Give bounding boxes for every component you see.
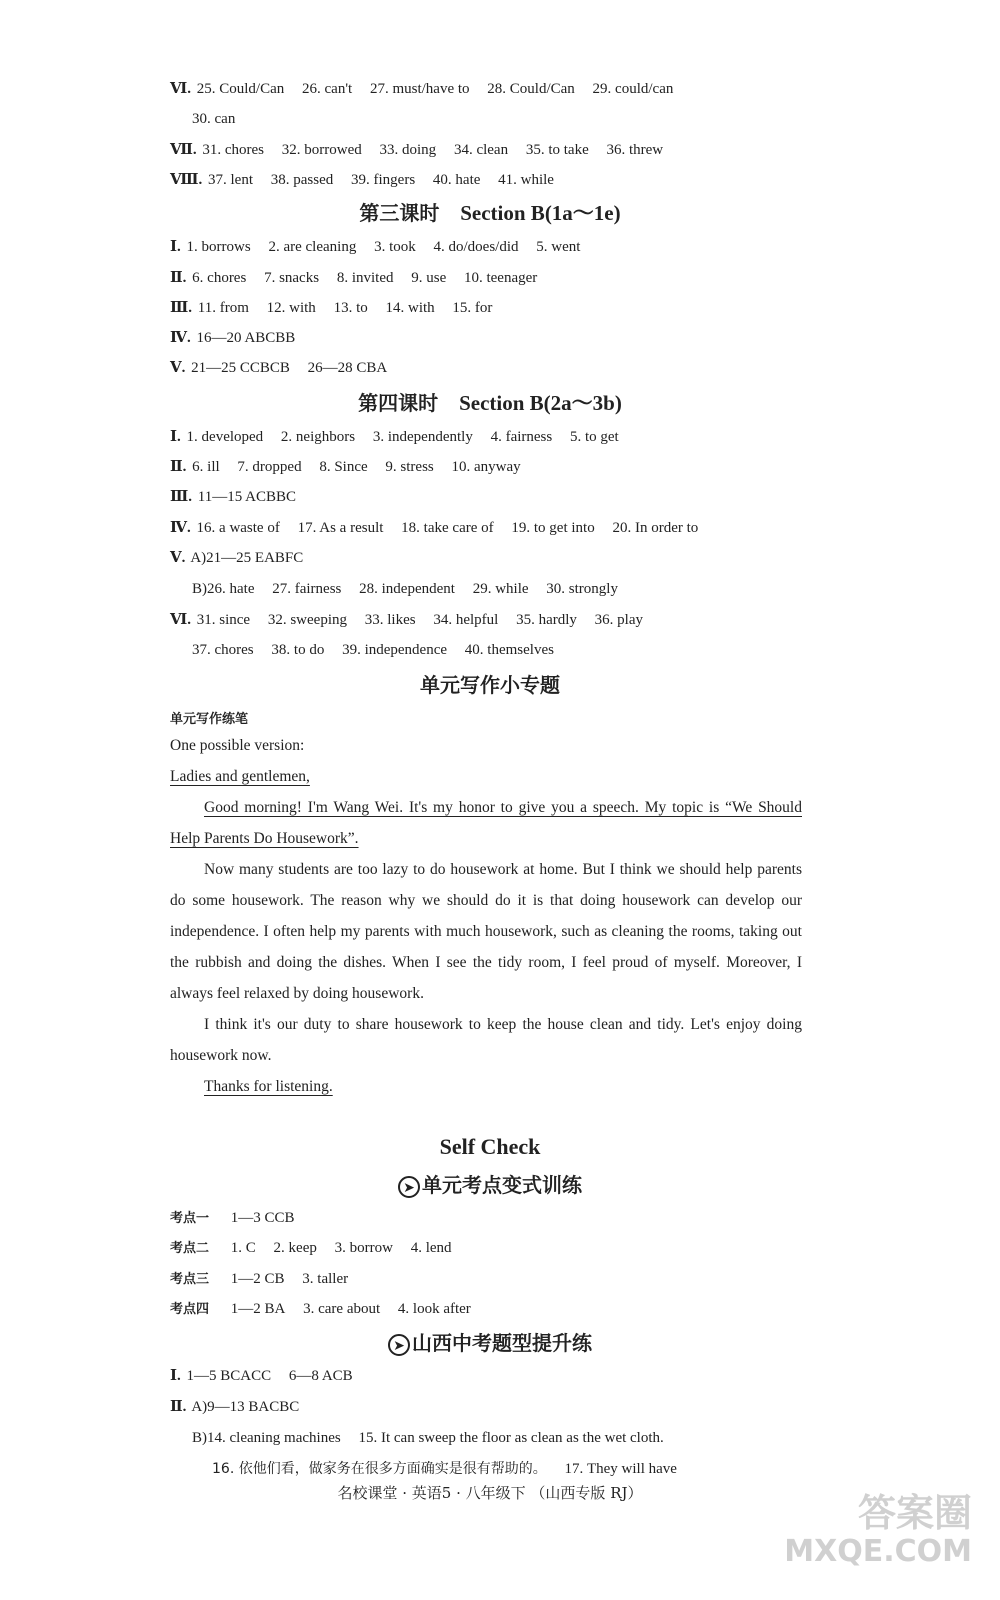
answer-row: Ⅴ. A)21—25 EABFC bbox=[170, 550, 304, 566]
answer-row: B)14. cleaning machines 15. It can sweep the floor as clean as the wet cloth. bbox=[192, 1430, 664, 1446]
essay-paragraph: I think it's our duty to share housework to keep the house clean and tidy. Let's enjoy doing housework now. bbox=[170, 1016, 802, 1064]
essay-closing: Thanks for listening. bbox=[204, 1078, 333, 1095]
answer-row: B)26. hate 27. fairness 28. independent 29. while 30. strongly bbox=[192, 581, 618, 597]
kaodian-row: 考点二 1. C 2. keep 3. borrow 4. lend bbox=[170, 1240, 452, 1256]
answer-row: Ⅳ. 16—20 ABCBB bbox=[170, 330, 296, 346]
selfcheck-subheading: ➤ 山西中考题型提升练 bbox=[0, 1330, 980, 1356]
section-heading: 第四课时 Section B(2a～3b) bbox=[358, 391, 622, 415]
kaodian-row: 考点三 1—2 CB 3. taller bbox=[170, 1271, 349, 1287]
essay-paragraph: Good morning! I'm Wang Wei. It's my honor to give you a speech. My topic is “We Should Help Parents Do Housework”. bbox=[170, 799, 802, 847]
answer-row: Ⅶ. 31. chores 32. borrowed 33. doing 34. clean 35. to take 36. threw bbox=[170, 142, 664, 158]
answer-row: Ⅰ. 1—5 BCACC 6—8 ACB bbox=[170, 1368, 353, 1384]
answer-row: 16. 依他们看，做家务在很多方面确实是很有帮助的。 17. They will have bbox=[212, 1461, 677, 1477]
answer-row: Ⅵ. 25. Could/Can 26. can't 27. must/have to 28. Could/Can 29. could/can bbox=[170, 81, 674, 97]
watermark-logo: 答案圈 bbox=[857, 1491, 972, 1535]
section-heading: 第三课时 Section B(1a～1e) bbox=[359, 201, 621, 225]
answer-row: Ⅱ. A)9—13 BACBC bbox=[170, 1399, 300, 1415]
answer-row: Ⅲ. 11—15 ACBBC bbox=[170, 489, 296, 505]
answer-row: Ⅰ. 1. developed 2. neighbors 3. independently 4. fairness 5. to get bbox=[170, 429, 619, 445]
answer-row: Ⅴ. 21—25 CCBCB 26—28 CBA bbox=[170, 360, 388, 376]
answer-row: Ⅰ. 1. borrows 2. are cleaning 3. took 4. do/does/did 5. went bbox=[170, 239, 581, 255]
essay-intro: One possible version: bbox=[170, 737, 305, 754]
answer-row: Ⅳ. 16. a waste of 17. As a result 18. take care of 19. to get into 20. In order to bbox=[170, 520, 699, 536]
answer-row: Ⅱ. 6. chores 7. snacks 8. invited 9. use 10. teenager bbox=[170, 270, 538, 286]
kaodian-row: 考点一 1—3 CCB bbox=[170, 1210, 295, 1226]
answer-row: Ⅲ. 11. from 12. with 13. to 14. with 15. for bbox=[170, 300, 493, 316]
essay-salutation: Ladies and gentlemen, bbox=[170, 768, 310, 785]
selfcheck-heading: Self Check bbox=[439, 1134, 541, 1159]
answer-row: 30. can bbox=[192, 111, 236, 127]
writing-subtitle: 单元写作练笔 bbox=[170, 712, 249, 727]
watermark-url: MXQE.COM bbox=[784, 1534, 972, 1569]
arrow-circle-icon: ➤ bbox=[388, 1334, 410, 1356]
selfcheck-subheading: ➤ 单元考点变式训练 bbox=[0, 1172, 980, 1198]
answer-row: Ⅷ. 37. lent 38. passed 39. fingers 40. hate 41. while bbox=[170, 172, 554, 188]
answer-row: 37. chores 38. to do 39. independence 40. themselves bbox=[192, 642, 554, 658]
kaodian-row: 考点四 1—2 BA 3. care about 4. look after bbox=[170, 1301, 471, 1317]
essay-paragraph: Now many students are too lazy to do housework at home. But I think we should help parents do some housework. The reason why we should do it is that doing housework can develop our independence. I often help my parents with much housework, such as cleaning the rooms, taking out the rubbish and doing the dishes. When I see the tidy room, I feel proud of myself. Moreover, I always feel relaxed by doing housework. bbox=[170, 861, 802, 1002]
answer-row: Ⅱ. 6. ill 7. dropped 8. Since 9. stress 10. anyway bbox=[170, 459, 521, 475]
arrow-circle-icon: ➤ bbox=[398, 1176, 420, 1198]
writing-heading: 单元写作小专题 bbox=[420, 673, 560, 697]
essay bbox=[170, 730, 802, 1102]
answer-row: Ⅵ. 31. since 32. sweeping 33. likes 34. helpful 35. hardly 36. play bbox=[170, 612, 643, 628]
page-footer: 名校课堂 · 英语5 · 八年级下 （山西专版 RJ） bbox=[337, 1484, 643, 1502]
